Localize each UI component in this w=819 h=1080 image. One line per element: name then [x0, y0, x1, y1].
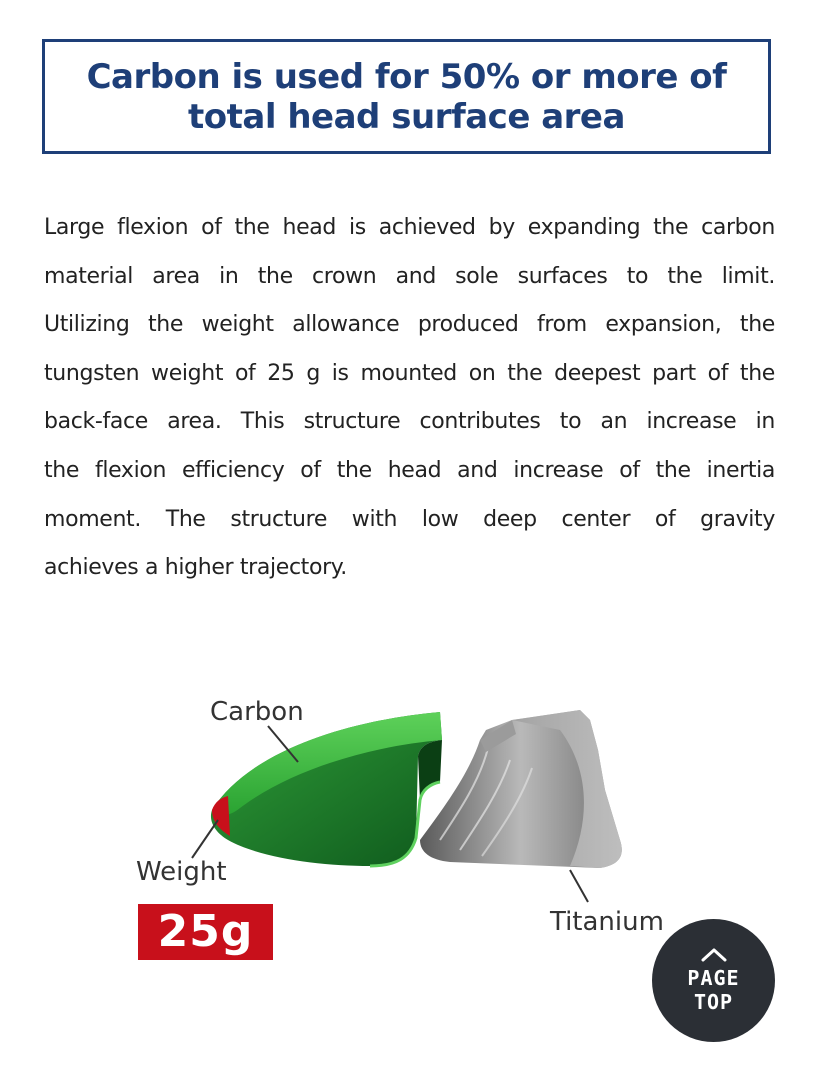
- weight-label: Weight: [136, 857, 227, 887]
- chevron-up-icon: [701, 948, 727, 962]
- body-line: material area in the crown and sole surfaces to the limit.: [44, 263, 775, 289]
- titanium-label: Titanium: [550, 907, 664, 937]
- body-line: back-face area. This structure contributes to an increase in: [44, 409, 775, 435]
- weight-value-badge: 25g: [138, 904, 273, 960]
- body-line: Utilizing the weight allowance produced from expansion, the: [44, 312, 775, 338]
- body-line: the flexion efficiency of the head and increase of the inertia: [44, 457, 775, 483]
- body-line: achieves a higher trajectory.: [44, 555, 347, 581]
- page-top-button[interactable]: [652, 919, 775, 1042]
- body-paragraph: [44, 204, 775, 593]
- body-line: tungsten weight of 25 g is mounted on the deepest part of the: [44, 360, 775, 386]
- carbon-shell: [211, 712, 442, 866]
- body-line: moment. The structure with low deep center of gravity: [44, 506, 775, 532]
- weight-leader-line: [192, 820, 218, 858]
- page-top-label-1: PAGE: [687, 965, 740, 990]
- headline-box: [42, 39, 771, 154]
- page-top-label-2: TOP: [693, 989, 734, 1014]
- carbon-label: Carbon: [210, 697, 304, 727]
- headline-line-1: Carbon is used for 50% or more of: [86, 56, 727, 97]
- headline-line-2: total head surface area: [188, 96, 625, 137]
- titanium-leader-line: [570, 870, 588, 902]
- titanium-face: [420, 710, 622, 868]
- body-line: Large flexion of the head is achieved by expanding the carbon: [44, 215, 775, 240]
